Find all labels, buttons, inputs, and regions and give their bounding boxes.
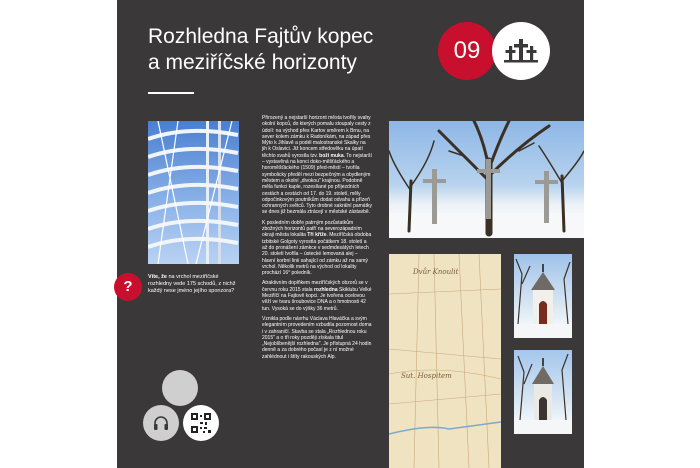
did-you-know-text: Víte, že na vrchol meziříčské rozhledny vede 175 schodů, z nichž každý nese jméno jejího sponzora? xyxy=(148,274,236,294)
paragraph-4: Vznikla podle návrhu Václava Hlaváčka a svým elegantním provedením vzbudila pozornost doma i v zahraničí. Stavba se stala „Rozhlednou roku 2015" a o tři roky později získala titul „Nejoblíbenější rozhledna". Je přístupná 24 hodin denně a za dobrého počasí je z ní možné zahlédnout i štíty rakouských Alp. xyxy=(262,315,372,360)
chapel-photo-1 xyxy=(514,254,572,338)
term-tri-krize: Tři kříže xyxy=(307,232,327,239)
paragraph-2: K posledním dobře patrným pozůstatkům zbožných horizontů patří na severozápadním okraji města lokalita Tři kříže. Meziříčská obdoba tzbitské Golgoty vyrostla počátkem 18. století a až do pronášení zámkce v sedmdesátých letech 20. století tvořila – ústecké lemovaná alej – hlavní korbní linii sahající od zámku až na samý vrchol. Několik metrů na východ od lokality prochází 16° poledník. xyxy=(262,219,372,277)
stop-number-badge: 09 xyxy=(438,22,496,80)
title-line-2: a meziříčské horizonty xyxy=(148,51,357,74)
paragraph-3: Atraktivním doplňkem meziříčských obzorů se v červnu roku 2015 stala rozhledna Skiklubu Velké Meziříčí na Fajtově kopci. Je tvořena ocelovou věží ve tvaru šroubovice DNA a o hmotnosti 42 tun. Vysoká se do výšky 36 metrů. xyxy=(262,280,372,312)
chapel-photo-2 xyxy=(514,350,572,434)
map-label-1: Dvůr Knoulit xyxy=(413,268,459,276)
lookout-tower-photo xyxy=(148,121,239,264)
main-text-column xyxy=(262,115,372,364)
three-crosses-icon xyxy=(492,22,550,80)
three-crosses-photo xyxy=(389,121,584,238)
term-rozhledna: rozhledna xyxy=(313,286,338,293)
historic-map-image xyxy=(389,254,501,468)
title-line-1: Rozhledna Fajtův kopec xyxy=(148,25,374,48)
title-underline xyxy=(148,92,194,94)
audio-guide-button[interactable] xyxy=(143,405,179,441)
qr-code-button[interactable] xyxy=(183,405,219,441)
question-mark-icon: ? xyxy=(114,273,142,301)
term-boži-muka: boží muka xyxy=(319,152,344,159)
page-title xyxy=(148,24,418,76)
paragraph-1: Přirozený a nejstarší horizont města tvořily svahy okolní kopců, do kterých pomalu stoupaly cesty z údolí: na východ přes Kartov směrem k Brnu, na sever kolem zámku k Radoníkám, na západ přes Mýto k Jihlavě a podél malostranské Skalky na jih k Oslavici. Již koncem středověku na úpatí těchto svahů vyrostla tzv. boží muka. To nejstarší – vystavěná na konci doko-měšťáckého a horoměšťáckého (1509) před-městí – tvořila symbolicky předěl mezi bezpečným a obydleným městem a okolní „divokou" krajinou. Podobně měla funkci kaple, rozesílané po příjezdních cestách a cestách od 17. do 19. století, měly odpočinkovým poutníkům dodat odvahu a přízeň ochranných světců. Tyto drobné sakrální památky se dnes již bezmála ztrácejí v městské zástavbě. xyxy=(262,115,372,216)
qr-code-icon xyxy=(191,413,211,433)
decorative-circle xyxy=(162,370,198,406)
category-badge xyxy=(492,22,550,80)
headphones-icon xyxy=(152,414,170,432)
map-label-2: Sut. Hospitem xyxy=(401,372,452,380)
